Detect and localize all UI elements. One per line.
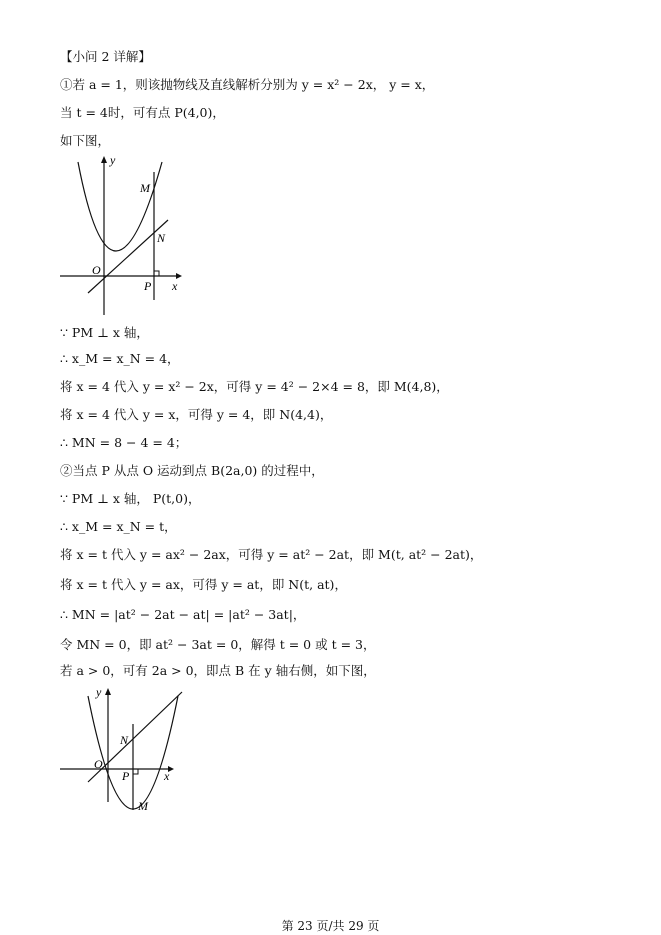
y-axis-arrow xyxy=(105,688,111,695)
label-y: y xyxy=(110,153,116,167)
text-line: ∵ PM ⊥ x 轴， P(t,0)， xyxy=(60,491,201,506)
label-x: x xyxy=(164,769,170,783)
figure-1 xyxy=(60,150,200,320)
text-line: ∵ PM ⊥ x 轴， xyxy=(60,325,149,340)
text-line: ②当点 P 从点 O 运动到点 B(2a,0) 的过程中， xyxy=(60,463,324,478)
figure-2 xyxy=(60,682,200,822)
section-heading: 【小问 2 详解】 xyxy=(60,49,151,64)
text-line: 如下图， xyxy=(60,133,111,148)
text-line: ∴ MN = |at² − 2at − at| = |at² − 3at|， xyxy=(60,607,306,622)
text-line: 若 a > 0，可有 2a > 0，即点 B 在 y 轴右侧，如下图， xyxy=(60,663,376,678)
right-angle-mark xyxy=(154,271,159,276)
label-m: M xyxy=(138,799,148,813)
page-footer: 第 23 页/共 29 页 xyxy=(281,919,380,933)
label-origin: O xyxy=(94,757,103,771)
label-x: x xyxy=(172,279,178,293)
label-n: N xyxy=(120,733,129,747)
text-line: 将 x = t 代入 y = ax² − 2ax，可得 y = at² − 2at，即 M(t, at² − 2at)， xyxy=(60,547,483,562)
text-line: ①若 a = 1，则该抛物线及直线解析分别为 y = x² − 2x， y = x， xyxy=(60,77,435,92)
text-line: 将 x = t 代入 y = ax，可得 y = at，即 N(t, at)， xyxy=(60,577,347,592)
label-n: N xyxy=(157,231,166,245)
right-angle-mark xyxy=(133,769,138,774)
text-line: 将 x = 4 代入 y = x² − 2x，可得 y = 4² − 2×4 = 8，即 M(4,8)， xyxy=(60,379,449,394)
text-line: ∴ x_M = x_N = t， xyxy=(60,519,177,534)
y-axis-arrow xyxy=(101,156,107,163)
text-line: 将 x = 4 代入 y = x，可得 y = 4，即 N(4,4)， xyxy=(60,407,333,422)
text-line: ∴ x_M = x_N = 4， xyxy=(60,351,180,366)
text-line: 当 t = 4时，可有点 P(4,0)， xyxy=(60,105,225,120)
label-p: P xyxy=(144,279,152,293)
label-m: M xyxy=(140,181,150,195)
label-origin: O xyxy=(92,263,101,277)
text-line: 令 MN = 0，即 at² − 3at = 0，解得 t = 0 或 t = 3， xyxy=(60,637,376,652)
label-y: y xyxy=(96,685,102,699)
label-p: P xyxy=(122,769,130,783)
line-y-equals-x xyxy=(88,220,168,293)
text-line: ∴ MN = 8 − 4 = 4； xyxy=(60,435,188,450)
